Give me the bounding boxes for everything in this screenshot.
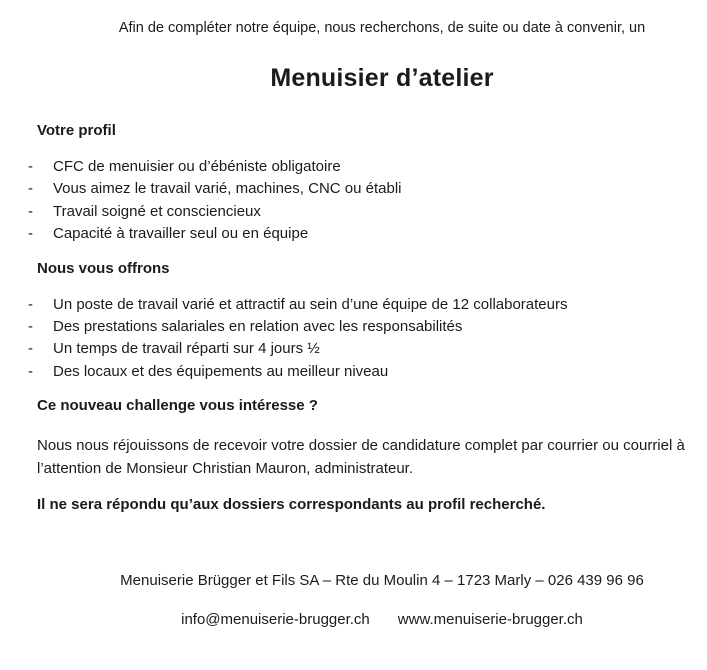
dash-marker: -	[28, 225, 33, 243]
job-title: Menuisier d’atelier	[270, 64, 494, 92]
bullet-text: Des prestations salariales en relation avec les responsabilités	[53, 318, 463, 336]
bullet-text: Vous aimez le travail varié, machines, CNC ou établi	[53, 180, 402, 198]
website-address: www.menuiserie-brugger.ch	[397, 611, 583, 629]
dash-marker: -	[28, 180, 33, 198]
bullet-text: Des locaux et des équipements au meilleur niveau	[53, 362, 389, 380]
company-address-line: Menuiserie Brügger et Fils SA – Rte du Moulin 4 – 1723 Marly – 026 439 96 96	[120, 572, 644, 590]
dash-marker: -	[28, 158, 33, 175]
bullet-item	[0, 316, 707, 338]
bullet-item	[0, 156, 707, 178]
response-note: Il ne sera répondu qu’aux dossiers correspondants au profil recherché.	[37, 496, 546, 514]
profil-bullet-list	[0, 156, 707, 246]
dash-marker: -	[28, 202, 33, 220]
bullet-item	[0, 201, 707, 223]
offre-bullet-list	[0, 294, 707, 384]
bullet-item	[0, 338, 707, 360]
section-heading-nous-vous-offrons: Nous vous offrons	[37, 259, 170, 277]
bullet-item	[0, 178, 707, 200]
dash-marker: -	[28, 318, 33, 336]
bullet-text: Travail soigné et consciencieux	[53, 202, 261, 220]
application-paragraph: Nous nous réjouissons de recevoir votre dossier de candidature complet par courrier ou courriel à l’attention de Monsieur Christian Mauron, administrateur.	[37, 437, 685, 478]
dash-marker: -	[28, 362, 33, 380]
bullet-item	[0, 294, 707, 316]
footer-contacts	[37, 611, 707, 629]
section-heading-challenge: Ce nouveau challenge vous intéresse ?	[37, 397, 318, 415]
bullet-text: CFC de menuisier ou d’ébéniste obligatoire	[53, 158, 341, 175]
intro-line: Afin de compléter notre équipe, nous recherchons, de suite ou date à convenir, un	[118, 20, 646, 36]
section-heading-votre-profil: Votre profil	[37, 122, 116, 139]
dash-marker: -	[28, 295, 33, 313]
bullet-item	[0, 361, 707, 383]
dash-marker: -	[28, 340, 33, 358]
bullet-text: Capacité à travailler seul ou en équipe	[53, 225, 309, 243]
bullet-item	[0, 223, 707, 245]
email-address: info@menuiserie-brugger.ch	[181, 611, 370, 629]
bullet-text: Un temps de travail réparti sur 4 jours ½	[53, 340, 320, 358]
bullet-text: Un poste de travail varié et attractif au sein d’une équipe de 12 collaborateurs	[53, 295, 568, 313]
